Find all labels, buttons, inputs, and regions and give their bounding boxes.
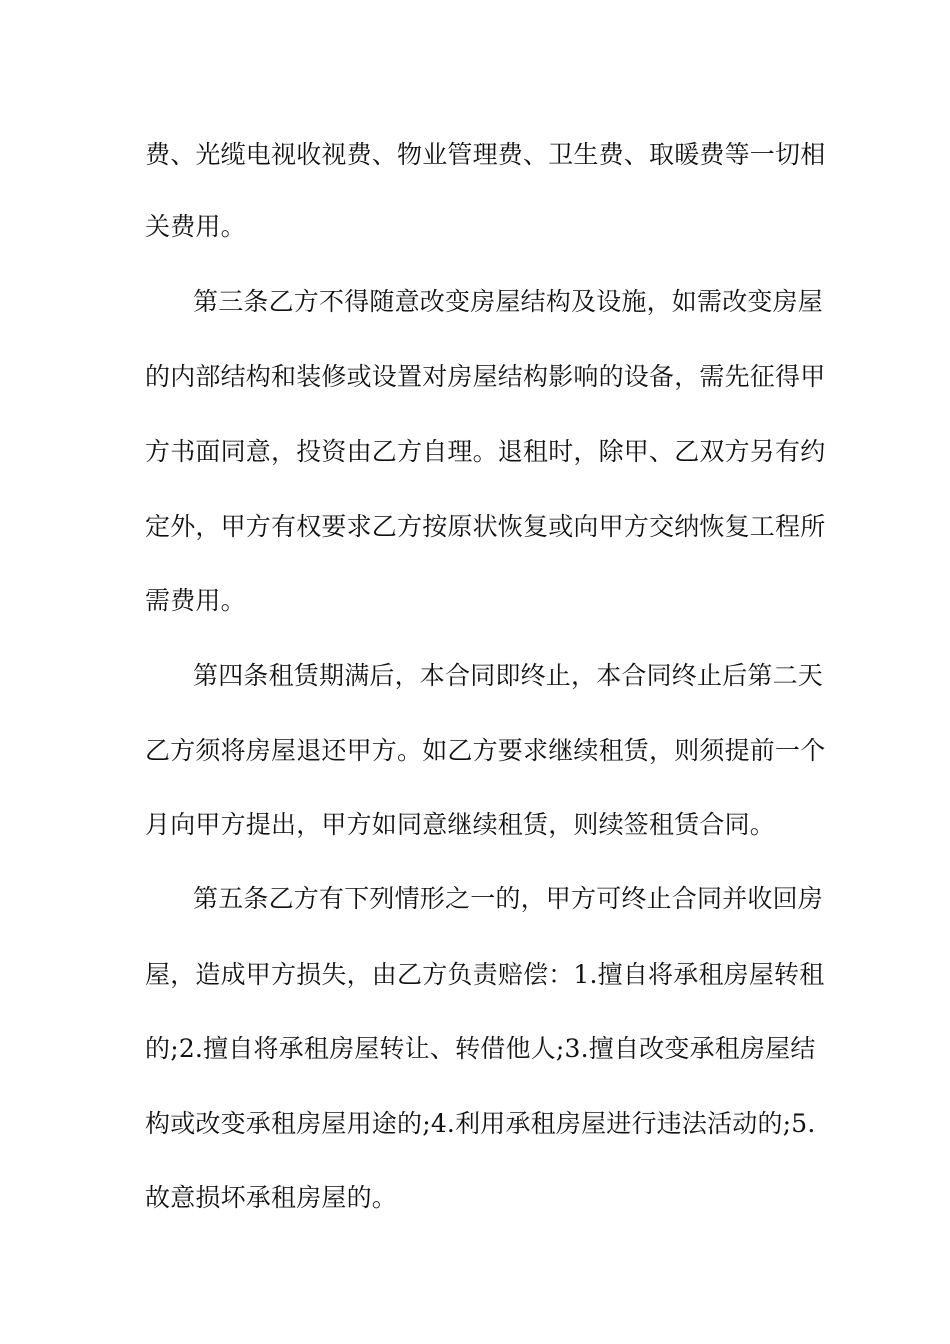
paragraph-line: 方书面同意，投资由乙方自理。退租时，除甲、乙双方另有约 <box>145 437 826 466</box>
paragraph-line: 的;2.擅自将承租房屋转让、转借他人;3.擅自改变承租房屋结 <box>145 1034 816 1063</box>
article-three-line: 第三条乙方不得随意改变房屋结构及设施，如需改变房屋 <box>193 287 824 316</box>
paragraph-line: 构或改变承租房屋用途的;4.利用承租房屋进行违法活动的;5. <box>145 1109 816 1138</box>
paragraph-line: 需费用。 <box>145 586 246 615</box>
paragraph-line: 故意损坏承租房屋的。 <box>145 1183 398 1212</box>
paragraph-line: 的内部结构和装修或设置对房屋结构影响的设备，需先征得甲 <box>145 362 826 391</box>
paragraph-line: 关费用。 <box>145 212 246 241</box>
paragraph-line: 定外，甲方有权要求乙方按原状恢复或向甲方交纳恢复工程所 <box>145 512 826 541</box>
article-four-line: 第四条租赁期满后，本合同即终止，本合同终止后第二天 <box>193 661 824 690</box>
paragraph-line: 屋，造成甲方损失，由乙方负责赔偿：1.擅自将承租房屋转租 <box>145 960 825 989</box>
paragraph-line: 月向甲方提出，甲方如同意继续租赁，则续签租赁合同。 <box>145 810 776 839</box>
paragraph-line: 乙方须将房屋退还甲方。如乙方要求继续租赁，则须提前一个 <box>145 736 826 765</box>
paragraph-line: 费、光缆电视收视费、物业管理费、卫生费、取暖费等一切相 <box>145 140 826 169</box>
article-five-line: 第五条乙方有下列情形之一的，甲方可终止合同并收回房 <box>193 884 824 913</box>
